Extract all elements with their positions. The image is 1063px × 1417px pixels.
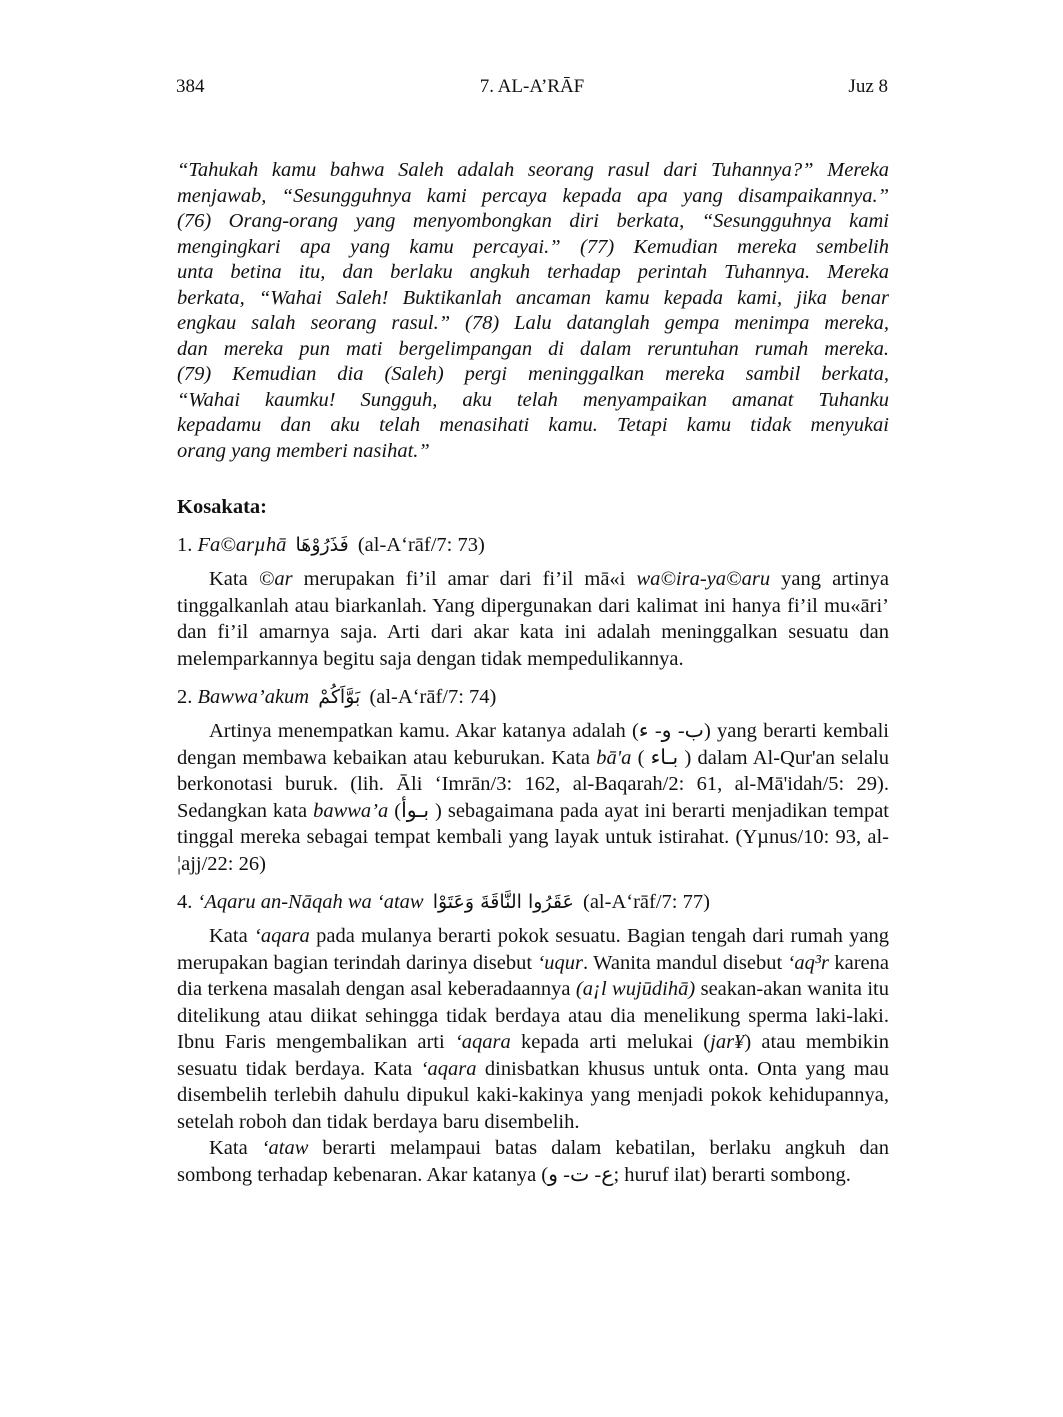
item-arabic: عَقَرُوا النَّاقَةَ وَعَتَوْا: [432, 891, 574, 913]
text-run: Kata: [209, 568, 259, 590]
verse-line: dan mereka pun mati bergelimpangan di dalam reruntuhan rumah mereka.: [177, 337, 889, 360]
kosakata-heading: Kosakata:: [177, 496, 267, 518]
text-run: ( بـاء ) dalam Al-Qur'an selalu berkonotasi buruk. (lih. Āli ‘Imrān/3: 162, al-Baqarah/2: 61, al-Mā'idah/5: 29). Sedangkan kata: [177, 746, 889, 822]
vocab-explanation: [177, 718, 889, 877]
item-number: 1.: [177, 534, 193, 556]
text-run: Kata: [209, 925, 254, 947]
text-run: pada mulanya berarti pokok sesuatu. Bagian tengah dari rumah yang merupakan bagian terindah darinya disebut: [177, 925, 889, 974]
item-term: Fa©arµhā: [197, 534, 287, 556]
verse-line: mengingkari apa yang kamu percayai.” (77) Kemudian mereka sembelih: [177, 235, 889, 258]
text-run-italic: ‘uqur: [537, 951, 584, 974]
text-run: Kata: [209, 1137, 262, 1159]
text-run: (بـوأ ) sebagaimana pada ayat ini berarti menjadikan tempat tinggal mereka sebagai tempat kembali yang layak untuk istirahat. (Yµnus/10: 93, al-¦ajj/22: 26): [177, 799, 889, 875]
item-arabic: بَوَّاَكُمْ: [318, 686, 361, 708]
text-run: kepada arti melukai (: [510, 1031, 711, 1053]
text-run-italic: ©ar: [258, 568, 293, 590]
verse-line: orang yang memberi nasihat.”: [177, 439, 430, 462]
text-run-italic: ‘aqara: [420, 1057, 477, 1080]
text-run: berarti melampaui batas dalam kebatilan, berlaku angkuh dan sombong terhadap kebenaran. Akar katanya (ع- ت- و; huruf ilat) berarti sombong.: [177, 1137, 889, 1186]
text-run: . Wanita mandul disebut: [583, 951, 788, 974]
text-run-italic: (a¡l wujūdihā): [575, 978, 696, 1000]
verse-line: unta betina itu, dan berlaku angkuh terhadap perintah Tuhannya. Mereka: [177, 261, 889, 283]
text-run-italic: ‘aqara: [454, 1031, 511, 1053]
vocab-explanation: [177, 1135, 889, 1188]
item-number: 4.: [177, 891, 193, 913]
text-run-italic: ‘ataw: [261, 1137, 309, 1159]
text-run: merupakan fi’il amar dari fi’il mā«i: [292, 568, 637, 590]
verse-line: “Wahai kaumku! Sungguh, aku telah menyampaikan amanat Tuhanku: [177, 388, 889, 411]
verse-line: (76) Orang-orang yang menyombongkan diri berkata, “Sesungguhnya kami: [177, 210, 889, 232]
text-run-italic: bā'a: [596, 746, 632, 769]
text-run: Artinya menempatkan kamu. Akar katanya adalah (ب- و- ء) yang berarti kembali dengan membawa kebaikan atau keburukan. Kata: [177, 720, 890, 769]
page-header: [176, 76, 888, 104]
item-number: 2.: [177, 686, 193, 708]
chapter-title: 7. AL-A’RĀF: [479, 76, 585, 97]
text-run: seakan-akan wanita itu ditelikung atau diikat sehingga tidak berdaya atau dia menelikung sperma laki-laki. Ibnu Faris mengembalikan arti: [177, 978, 889, 1053]
item-term: ‘Aqaru an-Nāqah wa ‘ataw: [197, 891, 424, 913]
vocab-item-title: [177, 532, 889, 558]
verse-line: berkata, “Wahai Saleh! Buktikanlah ancaman kamu kepada kami, jika benar: [177, 286, 889, 309]
item-term: Bawwa’akum: [197, 686, 310, 708]
vocab-explanation: [177, 923, 889, 1135]
text-run: karena dia terkena masalah dengan asal keberadaannya: [177, 951, 889, 1000]
verse-line: (79) Kemudian dia (Saleh) pergi meninggalkan mereka sambil berkata,: [177, 363, 889, 385]
text-run-italic: wa©ira-ya©aru: [636, 568, 771, 590]
text-run-italic: jar¥: [710, 1031, 745, 1053]
text-run: ) atau membikin sesuatu tidak berdaya. Kata: [177, 1031, 889, 1080]
page-content: [177, 158, 889, 1188]
verse-line: kepadamu dan aku telah menasihati kamu. Tetapi kamu tidak menyukai: [177, 414, 889, 436]
item-reference: (al-A‘rāf/7: 74): [369, 686, 497, 708]
vocab-item-title: [177, 889, 889, 915]
text-run: yang artinya tinggalkanlah atau biarkanlah. Yang dipergunakan dari kalimat ini hanya fi’il mu«āri’ dan fi’il amarnya saja. Arti dari akar kata ini adalah meninggalkan sesuatu dan melemparkannya begitu saja dengan tidak mempedulikannya.: [177, 568, 889, 670]
juz-label: Juz 8: [848, 76, 888, 97]
item-reference: (al-A‘rāf/7: 73): [357, 534, 485, 556]
item-arabic: فَذَرُوْهَا: [295, 534, 349, 556]
vocab-item-title: [177, 684, 889, 710]
vocab-explanation: [177, 566, 889, 672]
text-run-italic: bawwa’a: [313, 799, 389, 822]
page-number: 384: [176, 76, 205, 97]
verse-line: engkau salah seorang rasul.” (78) Lalu datanglah gempa menimpa mereka,: [177, 312, 889, 334]
text-run-italic: ‘aq³r: [787, 951, 829, 974]
verse-line: “Tahukah kamu bahwa Saleh adalah seorang rasul dari Tuhannya?” Mereka: [177, 159, 889, 181]
text-run: dinisbatkan khusus untuk onta. Onta yang mau disembelih terlebih dahulu dipukul kaki-kakinya yang menjadi pokok kehidupannya, setelah roboh dan tidak berdaya baru disembelih.: [177, 1057, 889, 1133]
verse-translation: [177, 158, 889, 464]
item-reference: (al-A‘rāf/7: 77): [583, 891, 710, 913]
text-run-italic: ‘aqara: [254, 925, 310, 947]
verse-line: menjawab, “Sesungguhnya kami percaya kepada apa yang disampaikannya.”: [177, 184, 889, 207]
